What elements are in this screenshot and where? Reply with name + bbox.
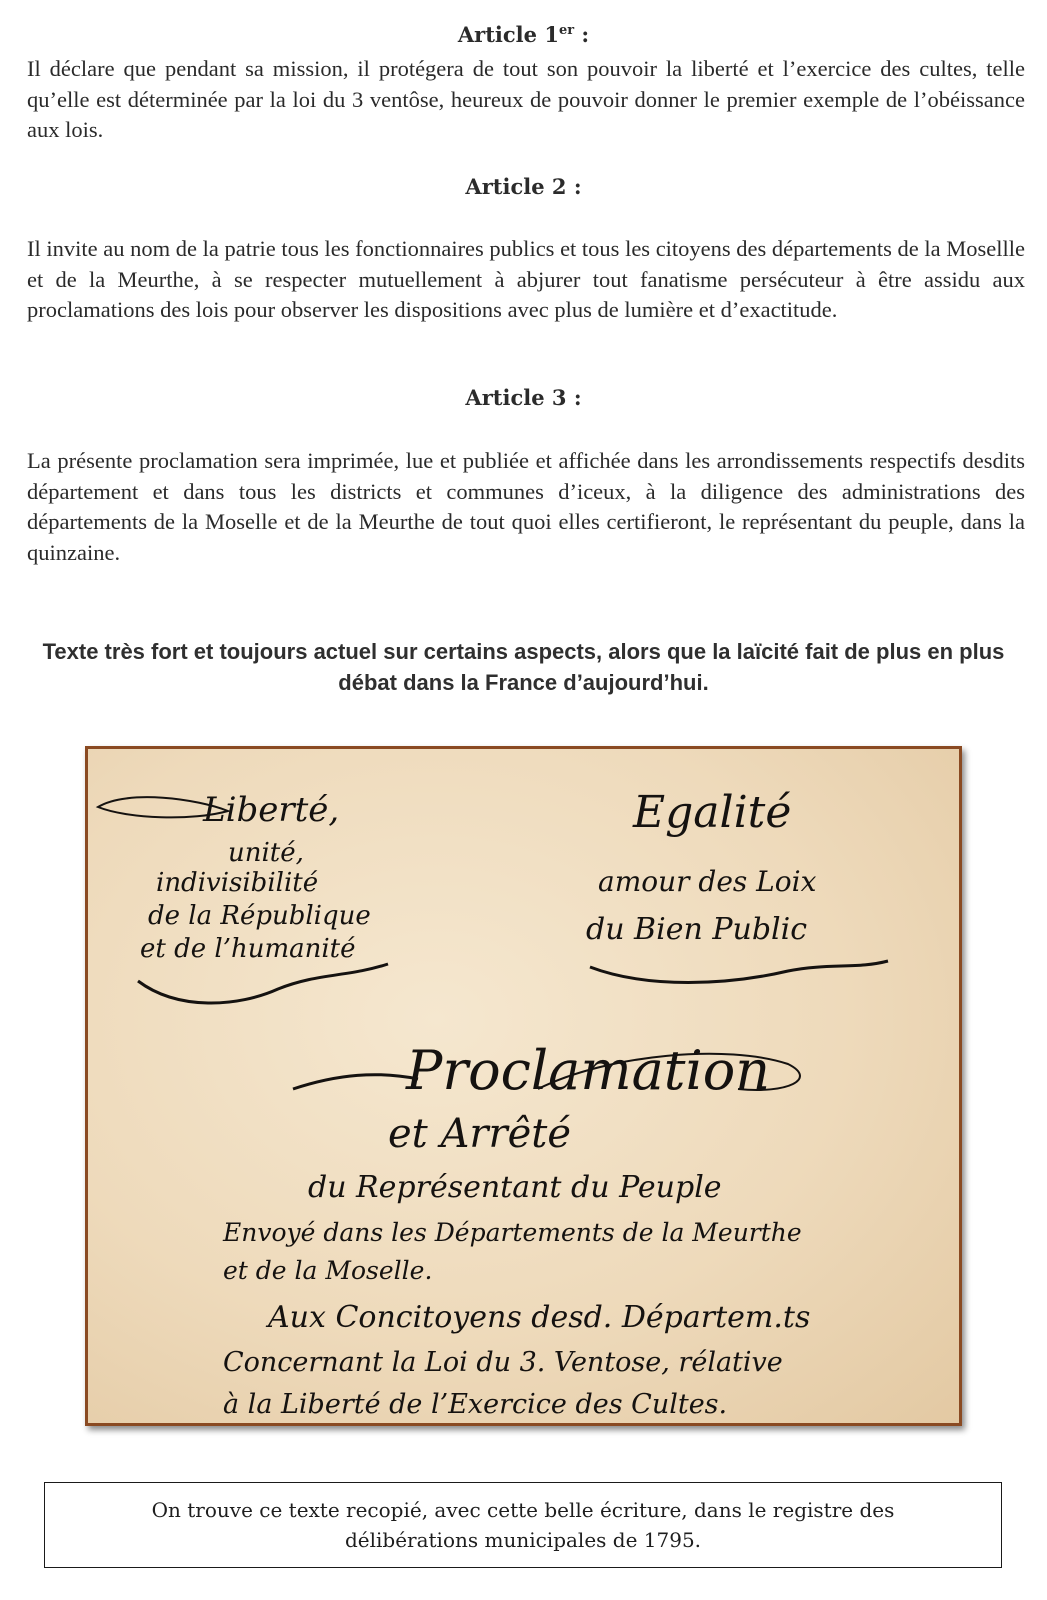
article-1-heading [0,22,1047,47]
motto-republique: de la République [148,901,371,931]
manuscript-image [85,746,962,1426]
body-line-2: Envoyé dans les Départements de la Meurthe [223,1218,802,1247]
body-line-3: et de la Moselle. [223,1256,433,1285]
body-line-4: Aux Concitoyens desd. Départem.ts [268,1300,811,1335]
motto-bien-public: du Bien Public [586,912,808,947]
motto-egalite: Egalité [633,787,792,838]
motto-indivisibilite: indivisibilité [156,868,319,898]
caption-text: On trouve ce texte recopié, avec cette belle écriture, dans le registre des délibérations municipales de 1795. [151,1498,895,1552]
caption-box [44,1482,1002,1568]
title-flourish [293,1075,418,1089]
article-2-text: Il invite au nom de la patrie tous les fonctionnaires publics et tous les citoyens des départements de la Mosellle et de la Meurthe, à se respecter mutuellement à abjurer tout fanatisme persécuteur à être assidu aux proclamations des lois pour observer les dispositions avec plus de lumière et d’exactitude. [27,236,1025,322]
article-2-heading: Article 2 : [465,174,582,199]
article-1-text: Il déclare que pendant sa mission, il protégera de tout son pouvoir la liberté et l’exercice des cultes, telle qu’elle est déterminée par la loi du 3 ventôse, heureux de pouvoir donner le premier exemple de l’obéissance aux lois. [27,56,1025,142]
commentary-highlight: Texte très fort et toujours actuel sur certains aspects, alors que la laïcité fait de plus en plus débat dans la France d’aujourd’hui. [42,639,1005,695]
article-1-heading-sup: er [558,23,575,38]
left-flourish-bottom [138,964,388,1003]
body-line-5: Concernant la Loi du 3. Ventose, rélative [223,1347,783,1378]
motto-unite: unité, [228,838,304,868]
article-1-heading-main: Article 1 [457,22,559,47]
article-3-heading: Article 3 : [465,385,582,410]
motto-amour-loix: amour des Loix [598,865,817,898]
article-3-text: La présente proclamation sera imprimée, lue et publiée et affichée dans les arrondissements respectifs desdits département et dans tous les districts et communes d’iceux, à la diligence des administrations des départements de la Moselle et de la Meurthe de tout quoi elles certifieront, le représentant du peuple, dans la quinzaine. [27,448,1025,565]
title-proclamation: Proclamation [406,1039,771,1102]
body-line-1: du Représentant du Peuple [308,1170,722,1205]
motto-humanite: et de l’humanité [140,934,356,964]
body-line-6: à la Liberté de l’Exercice des Cultes. [223,1389,728,1420]
right-flourish-bottom [590,961,888,983]
manuscript-drawing [88,749,959,1423]
motto-liberte: Liberté, [203,790,340,830]
article-1-heading-tail: : [574,22,590,47]
title-arrete: et Arrêté [388,1111,572,1157]
